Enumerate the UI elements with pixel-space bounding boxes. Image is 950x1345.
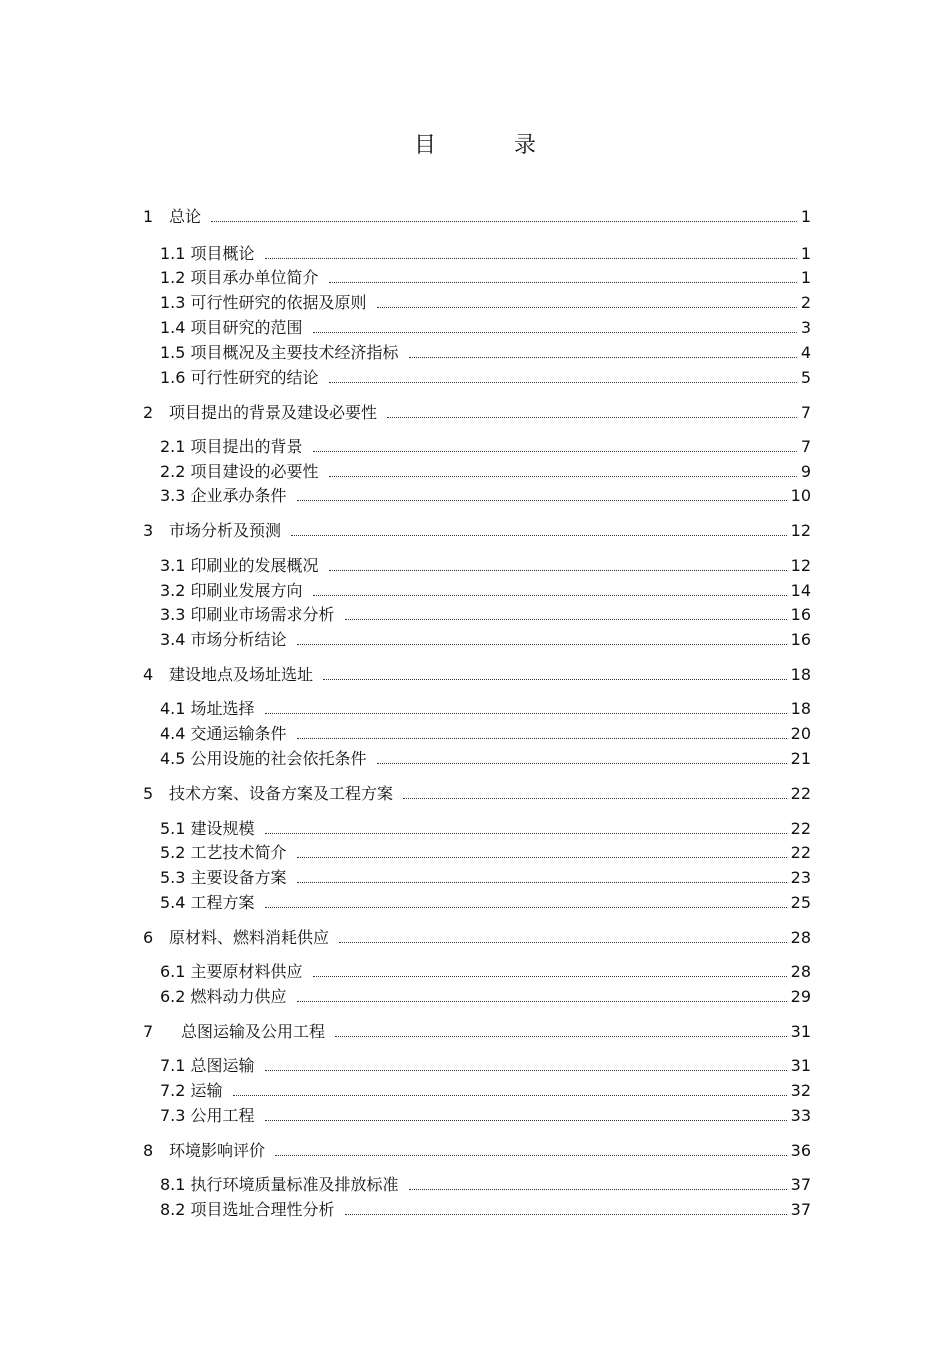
dot-leader xyxy=(265,1070,787,1071)
toc-section-row[interactable] xyxy=(160,626,811,650)
chapter-number: 7 xyxy=(143,1022,154,1041)
chapter-title: 建设地点及场址选址 xyxy=(169,665,314,684)
dot-leader xyxy=(329,570,787,571)
chapter-number: 5 xyxy=(143,784,154,803)
toc-section-row[interactable] xyxy=(160,720,811,744)
page-number: 37 xyxy=(790,1175,811,1194)
toc-section-row[interactable] xyxy=(160,745,811,769)
dot-leader xyxy=(329,382,797,383)
page-title: 目 录 xyxy=(413,133,564,158)
toc-section-row[interactable] xyxy=(160,815,811,839)
toc-entry-label: 5.1 建设规模 xyxy=(160,819,255,838)
chapter-title: 技术方案、设备方案及工程方案 xyxy=(169,784,394,803)
toc-entry-label: 2.2 项目建设的必要性 xyxy=(160,462,319,481)
toc-entry-label: 4.1 场址选择 xyxy=(160,699,255,718)
page-number: 14 xyxy=(790,581,811,600)
chapter-number: 4 xyxy=(143,665,154,684)
toc-entry-label: 3.4 市场分析结论 xyxy=(160,630,287,649)
chapter-title: 市场分析及预测 xyxy=(169,521,282,540)
dot-leader xyxy=(291,535,787,536)
toc-section-row[interactable] xyxy=(160,577,811,601)
toc-entry-label: 1.6 可行性研究的结论 xyxy=(160,368,319,387)
toc-entry-label xyxy=(143,928,329,948)
dot-leader xyxy=(377,307,797,308)
toc-section-row[interactable] xyxy=(160,839,811,863)
dot-leader xyxy=(345,619,787,620)
toc-entry-label xyxy=(143,403,377,423)
toc-chapter-row[interactable] xyxy=(143,517,811,541)
toc-entry-label: 7.2 运输 xyxy=(160,1081,223,1100)
toc-entry-label: 7.1 总图运输 xyxy=(160,1056,255,1075)
toc-entry-label xyxy=(143,207,201,227)
page-number: 22 xyxy=(790,843,811,862)
chapter-number: 8 xyxy=(143,1141,154,1160)
dot-leader xyxy=(233,1095,787,1096)
dot-leader xyxy=(323,679,787,680)
dot-leader xyxy=(297,644,787,645)
dot-leader xyxy=(265,833,787,834)
dot-leader xyxy=(297,500,787,501)
page-number: 7 xyxy=(800,403,811,422)
page-number: 3 xyxy=(800,318,811,337)
toc-section-row[interactable] xyxy=(160,1102,811,1126)
toc-section-row[interactable] xyxy=(160,958,811,982)
page-number: 1 xyxy=(800,207,811,226)
dot-leader xyxy=(265,907,787,908)
toc-entry-label: 5.3 主要设备方案 xyxy=(160,868,287,887)
toc-section-row[interactable] xyxy=(160,695,811,719)
page-number: 12 xyxy=(790,556,811,575)
page-number: 18 xyxy=(790,665,811,684)
toc-entry-label xyxy=(143,1141,265,1161)
toc-section-row[interactable] xyxy=(160,240,811,264)
dot-leader xyxy=(403,798,787,799)
page-number: 25 xyxy=(790,893,811,912)
toc-chapter-row[interactable] xyxy=(143,1137,811,1161)
chapter-title: 原材料、燃料消耗供应 xyxy=(169,928,330,947)
dot-leader xyxy=(297,882,787,883)
page-number: 23 xyxy=(790,868,811,887)
page-number: 16 xyxy=(790,630,811,649)
toc-chapter-row[interactable] xyxy=(143,399,811,423)
dot-leader xyxy=(265,1120,787,1121)
dot-leader xyxy=(335,1036,787,1037)
dot-leader xyxy=(297,738,787,739)
toc-entry-label xyxy=(143,665,313,685)
toc-entry-label xyxy=(143,521,281,541)
page-number: 7 xyxy=(800,437,811,456)
dot-leader xyxy=(265,713,787,714)
dot-leader xyxy=(297,1001,787,1002)
toc-entry-label: 3.1 印刷业的发展概况 xyxy=(160,556,319,575)
chapter-number: 6 xyxy=(143,928,154,947)
dot-leader xyxy=(211,221,797,222)
dot-leader xyxy=(409,1189,787,1190)
toc-chapter-row[interactable] xyxy=(143,661,811,685)
toc-section-row[interactable] xyxy=(160,552,811,576)
dot-leader xyxy=(313,451,797,452)
dot-leader xyxy=(339,942,787,943)
toc-section-row[interactable] xyxy=(160,1196,811,1220)
chapter-number: 3 xyxy=(143,521,154,540)
toc-entry-label xyxy=(143,1022,325,1042)
page-number: 36 xyxy=(790,1141,811,1160)
page-number: 10 xyxy=(790,486,811,505)
page-number: 28 xyxy=(790,962,811,981)
dot-leader xyxy=(345,1214,787,1215)
chapter-title: 环境影响评价 xyxy=(169,1141,266,1160)
dot-leader xyxy=(297,857,787,858)
toc-chapter-row[interactable] xyxy=(143,924,811,948)
toc-entry-label: 5.4 工程方案 xyxy=(160,893,255,912)
page-number: 28 xyxy=(790,928,811,947)
chapter-title: 总图运输及公用工程 xyxy=(181,1022,326,1041)
toc-entry-label: 1.4 项目研究的范围 xyxy=(160,318,303,337)
page-number: 16 xyxy=(790,605,811,624)
toc-section-row[interactable] xyxy=(160,482,811,506)
page-number: 31 xyxy=(790,1022,811,1041)
toc-section-row[interactable] xyxy=(160,601,811,625)
page-number: 22 xyxy=(790,784,811,803)
page-number: 9 xyxy=(800,462,811,481)
toc-section-row[interactable] xyxy=(160,314,811,338)
chapter-number: 2 xyxy=(143,403,154,422)
dot-leader xyxy=(377,763,787,764)
page-number: 4 xyxy=(800,343,811,362)
toc-entry-label: 1.5 项目概况及主要技术经济指标 xyxy=(160,343,399,362)
dot-leader xyxy=(275,1155,787,1156)
page-number: 12 xyxy=(790,521,811,540)
page-number: 21 xyxy=(790,749,811,768)
toc-section-row[interactable] xyxy=(160,289,811,313)
page-number: 5 xyxy=(800,368,811,387)
toc-section-row[interactable] xyxy=(160,889,811,913)
toc-section-row[interactable] xyxy=(160,1052,811,1076)
toc-section-row[interactable] xyxy=(160,364,811,388)
dot-leader xyxy=(329,476,797,477)
toc-chapter-row[interactable] xyxy=(143,203,811,227)
page-number: 33 xyxy=(790,1106,811,1125)
page-number: 18 xyxy=(790,699,811,718)
dot-leader xyxy=(409,357,797,358)
toc-entry-label: 2.1 项目提出的背景 xyxy=(160,437,303,456)
toc-section-row[interactable] xyxy=(160,983,811,1007)
page-number: 37 xyxy=(790,1200,811,1219)
dot-leader xyxy=(265,258,797,259)
page-number: 31 xyxy=(790,1056,811,1075)
chapter-number: 1 xyxy=(143,207,154,226)
toc-entry-label: 3.2 印刷业发展方向 xyxy=(160,581,303,600)
toc-entry-label xyxy=(143,784,393,804)
toc-entry-label: 3.3 企业承办条件 xyxy=(160,486,287,505)
dot-leader xyxy=(313,595,787,596)
dot-leader xyxy=(387,417,797,418)
toc-section-row[interactable] xyxy=(160,339,811,363)
toc-entry-label: 4.4 交通运输条件 xyxy=(160,724,287,743)
toc-section-row[interactable] xyxy=(160,433,811,457)
toc-entry-label: 1.1 项目概论 xyxy=(160,244,255,263)
toc-section-row[interactable] xyxy=(160,864,811,888)
toc-section-row[interactable] xyxy=(160,1171,811,1195)
page-number: 2 xyxy=(800,293,811,312)
page-number: 1 xyxy=(800,244,811,263)
page-number: 22 xyxy=(790,819,811,838)
page-number: 1 xyxy=(800,268,811,287)
page-number: 29 xyxy=(790,987,811,1006)
toc-entry-label: 8.1 执行环境质量标准及排放标准 xyxy=(160,1175,399,1194)
page-number: 32 xyxy=(790,1081,811,1100)
toc-entry-label: 4.5 公用设施的社会依托条件 xyxy=(160,749,367,768)
toc-entry-label: 6.1 主要原材料供应 xyxy=(160,962,303,981)
toc-entry-label: 7.3 公用工程 xyxy=(160,1106,255,1125)
page-number: 20 xyxy=(790,724,811,743)
dot-leader xyxy=(313,332,797,333)
toc-section-row[interactable] xyxy=(160,1077,811,1101)
toc-section-row[interactable] xyxy=(160,458,811,482)
toc-entry-label: 1.2 项目承办单位简介 xyxy=(160,268,319,287)
dot-leader xyxy=(313,976,787,977)
dot-leader xyxy=(329,282,797,283)
toc-entry-label: 1.3 可行性研究的依据及原则 xyxy=(160,293,367,312)
chapter-title: 总论 xyxy=(169,207,202,226)
toc-entry-label: 8.2 项目选址合理性分析 xyxy=(160,1200,335,1219)
toc-chapter-row[interactable] xyxy=(143,780,811,804)
toc-entry-label: 5.2 工艺技术简介 xyxy=(160,843,287,862)
toc-entry-label: 6.2 燃料动力供应 xyxy=(160,987,287,1006)
chapter-title: 项目提出的背景及建设必要性 xyxy=(169,403,378,422)
toc-chapter-row[interactable] xyxy=(143,1018,811,1042)
toc-entry-label: 3.3 印刷业市场需求分析 xyxy=(160,605,335,624)
toc-section-row[interactable] xyxy=(160,264,811,288)
